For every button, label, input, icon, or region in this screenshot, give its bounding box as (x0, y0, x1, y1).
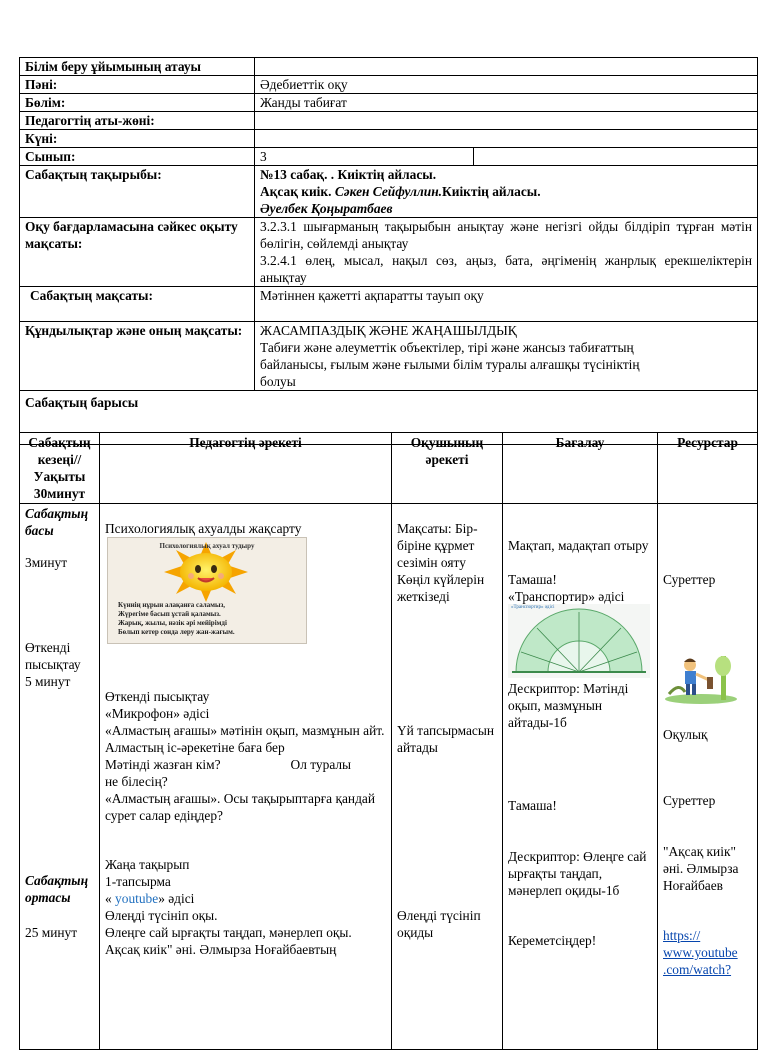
objective-2: 3.2.4.1 өлең, мысал, нақыл сөз, аңыз, бата, әңгіменің жанрлық ерекшеліктерін анықтау (260, 253, 752, 285)
header-label-teacher: Педагогтің аты-жөні: (20, 112, 255, 130)
col-header-assessment: Бағалау (503, 433, 658, 504)
teacher-psych: Психологиялық ахуалды жақсарту (105, 521, 302, 536)
stage-start-time: 3минут (25, 555, 68, 570)
header-label-subject: Пәні: (20, 76, 255, 94)
resource-link-wrap (663, 927, 755, 978)
values-text: Табиғи және әлеуметтік объектілер, тірі және жансыз табиғаттың байланысы, ғылым және ғылыми білім туралы алғашқы түсініктің болуы (260, 340, 640, 389)
stage-review-time: 5 минут (25, 674, 71, 689)
student-cell (392, 504, 503, 1050)
teacher-song: Ақсақ киік" әні. Әлмырза Ноғайбаевтың (105, 942, 337, 957)
resource-song: "Ақсақ киік" әні. Әлмырза Ноғайбаев (663, 844, 739, 893)
psychology-image (107, 537, 307, 644)
teacher-read-poem: Өлеңді түсініп оқы. (105, 908, 218, 923)
teacher-author-question-b: Ол туралы (290, 757, 352, 772)
youtube-method-close: » әдісі (158, 891, 195, 906)
col-header-resources: Ресурстар (658, 433, 758, 504)
stage-review-title: Өткенді пысықтау (25, 640, 81, 672)
header-label-section: Бөлім: (20, 94, 255, 112)
teacher-youtube-method (105, 890, 389, 907)
topic-line1: №13 сабақ. . Киіктің айласы. (260, 167, 437, 182)
teacher-new-topic: Жаңа тақырып (105, 857, 190, 872)
teacher-microphone-method: «Микрофон» әдісі (105, 706, 210, 721)
header-label-org: Білім беру ұйымының атауы (20, 58, 255, 76)
lesson-progress-label: Сабақтың барысы (20, 391, 758, 445)
topic-value (255, 166, 758, 218)
teacher-cell (100, 504, 392, 1050)
boy-tree-icon (663, 652, 739, 704)
assessment-protractor-method: «Транспортир» әдісі (508, 589, 625, 604)
topic-line2-a: Ақсақ киік. (260, 184, 335, 199)
resource-textbook: Оқулық (663, 727, 708, 742)
stage-middle-time: 25 минут (25, 925, 78, 940)
topic-label: Сабақтың тақырыбы: (20, 166, 255, 218)
teacher-read-task: «Алмастың ағашы» мәтінін оқып, мазмұнын айт. (105, 723, 385, 738)
class-value: 3 (255, 148, 474, 166)
col-header-teacher: Педагогтің әрекеті (100, 433, 392, 504)
topic-line2-c: Киіктің айласы. (442, 184, 541, 199)
student-read-poem: Өлеңді түсініп оқиды (397, 908, 481, 940)
col-header-stage: Сабақтың кезеңі// Уақыты 30минут (20, 433, 100, 504)
poem-line-4: Бөлып кетер сонда леру жан-жағым. (118, 628, 235, 636)
stage-cell (20, 504, 100, 1050)
lesson-progress-table (19, 432, 758, 1050)
youtube-method-open: « (105, 891, 116, 906)
teacher-task-1: 1-тапсырма (105, 874, 171, 889)
lesson-info-table (19, 57, 758, 445)
lesson-goal-label: Сабақтың мақсаты: (20, 287, 255, 322)
values-title: ЖАСАМПАЗДЫҚ ЖӘНЕ ЖАҢАШЫЛДЫҚ (260, 323, 517, 338)
lesson-goal-value: Мәтіннен қажетті ақпаратты тауып оқу (255, 287, 758, 322)
class-extra (474, 148, 758, 166)
poem-line-2: Жүрегіме басып ұстай қаламыз. (118, 610, 221, 618)
header-value-date (255, 130, 758, 148)
assessment-praise: Мақтап, мадақтап отыру (508, 538, 649, 553)
header-label-date: Күні: (20, 130, 255, 148)
assessment-descriptor-1: Дескриптор: Мәтінді оқып, мазмұнын айтады-1б (508, 681, 629, 730)
poem-line-3: Жарық, жылы, нәзік әрі мейірімді (118, 619, 227, 627)
values-value (255, 322, 758, 391)
poem-line-1: Күннің нұрын алақанға саламыз, (118, 601, 226, 609)
youtube-link[interactable]: https:// www.youtube .com/watch? (663, 928, 738, 977)
topic-line2 (260, 183, 752, 200)
boy-tree-image (663, 652, 739, 704)
teacher-choose-rhythm: Өлеңге сай ырғақты таңдап, мәнерлеп оқы. (105, 925, 352, 940)
resource-pictures-2: Суреттер (663, 793, 716, 808)
protractor-image-caption: «Транспортир» әдісі (511, 605, 555, 610)
values-label: Құндылықтар және оның мақсаты: (20, 322, 255, 391)
objectives-value (255, 218, 758, 287)
topic-line3: Әуелбек Қоңыратбаев (260, 201, 393, 216)
psychology-image-title: Психологиялық ахуал тудыру (159, 542, 255, 550)
resource-pictures-1: Суреттер (663, 572, 716, 587)
teacher-evaluate-task: Алмастың іс-әрекетіне баға бер (105, 740, 285, 755)
class-label: Сынып: (20, 148, 255, 166)
protractor-image (508, 604, 650, 678)
stage-start-title: Сабақтың басы (25, 506, 89, 538)
assessment-cell (503, 504, 658, 1050)
protractor-icon (508, 604, 650, 678)
teacher-review-title: Өткенді пысықтау (105, 689, 210, 704)
teacher-author-question-a: Мәтінді жазған кім? (105, 757, 221, 772)
teacher-drawing-question: «Алмастың ағашы». Осы тақырыптарға қандай сурет салар едіңдер? (105, 791, 376, 823)
resources-cell (658, 504, 758, 1050)
assessment-excellent: Кереметсіңдер! (508, 933, 597, 948)
header-value-section: Жанды табиғат (255, 94, 758, 112)
teacher-author-question (105, 756, 389, 773)
teacher-review-block (105, 688, 389, 824)
objectives-label: Оқу бағдарламасына сәйкес оқыту мақсаты: (20, 218, 255, 287)
header-value-subject: Әдебиеттік оқу (255, 76, 758, 94)
student-homework: Үй тапсырмасын айтады (397, 723, 494, 755)
teacher-new-topic-block (105, 856, 389, 958)
topic-line2-b: Сәкен Сейфуллин. (334, 184, 443, 199)
stage-middle-title: Сабақтың ортасы (25, 873, 89, 905)
psychology-image-text (118, 601, 302, 637)
header-value-teacher (255, 112, 758, 130)
assessment-great-2: Тамаша! (508, 798, 557, 813)
assessment-descriptor-2: Дескриптор: Өлеңге сай ырғақты таңдап, мәнерлеп оқиды-1б (508, 849, 647, 898)
youtube-method-name: youtube (115, 891, 159, 906)
teacher-author-question-cont: не білесің? (105, 774, 168, 789)
student-goal: Мақсаты: Бір-біріне құрмет сезімін ояту Көңіл күйлерін жеткізеді (397, 521, 485, 604)
objective-1: 3.2.3.1 шығарманың тақырыбын анықтау және негізгі ойды білдіріп тұрған мәтін бөлігін, сөйлемді анықтау (260, 219, 752, 251)
header-value-org (255, 58, 758, 76)
assessment-great-1: Тамаша! (508, 572, 557, 587)
col-header-student: Оқушының әрекеті (392, 433, 503, 504)
